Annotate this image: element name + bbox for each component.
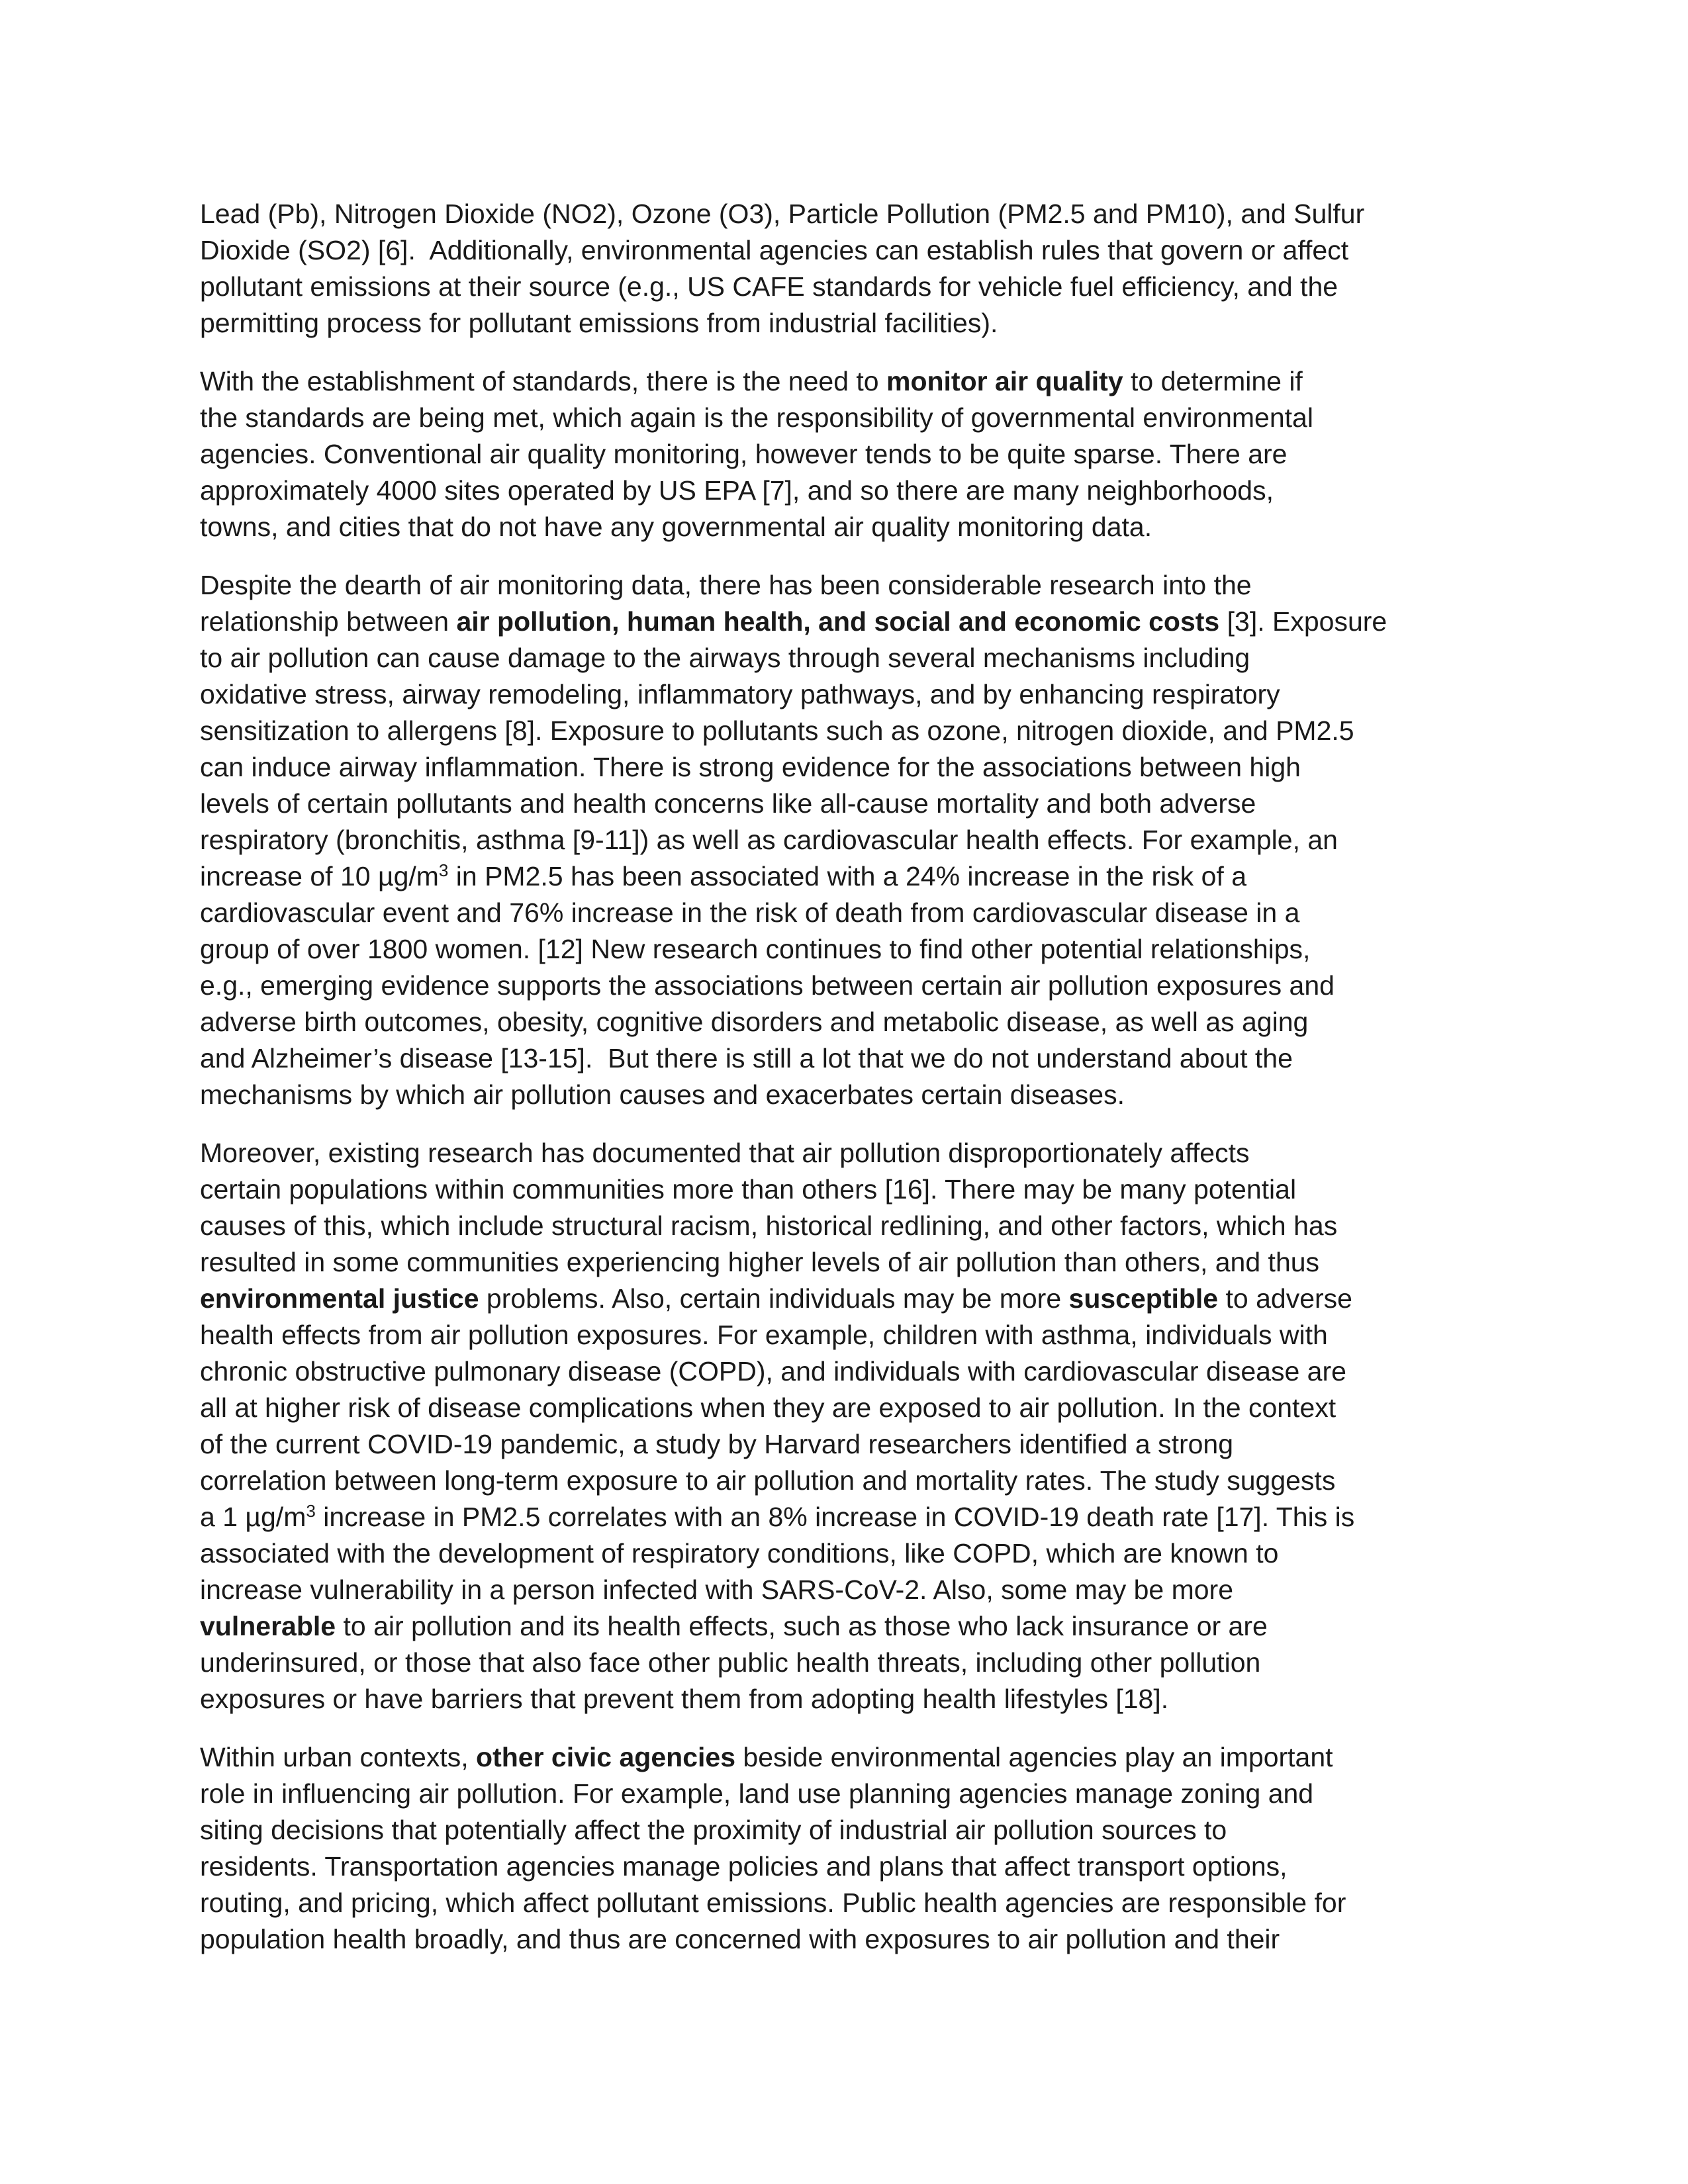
text-line: towns, and cities that do not have any governmental air quality monitoring data. [200,512,1152,542]
paragraph-health-costs [200,567,1491,1113]
text-line: oxidative stress, airway remodeling, inflammatory pathways, and by enhancing respiratory [200,679,1280,709]
bold-term-other-civic-agencies: other civic agencies [476,1742,735,1772]
text-line: With the establishment of standards, there is the need to monitor air quality to determine if [200,366,1303,396]
bold-term-environmental-justice: environmental justice [200,1283,479,1314]
text-line: group of over 1800 women. [12] New research continues to find other potential relationships, [200,934,1311,964]
text-line: role in influencing air pollution. For example, land use planning agencies manage zoning and [200,1778,1314,1809]
text-line: can induce airway inflammation. There is strong evidence for the associations between high [200,752,1301,782]
text-line: a 1 $\mu g/m^3$ increase in PM2.5 correlates with an 8% increase in COVID-19 death rate [17]. This is [200,1501,1355,1532]
text-line: approximately 4000 sites operated by US EPA [7], and so there are many neighborhoods, [200,475,1274,506]
text-line: Despite the dearth of air monitoring data, there has been considerable research into the [200,570,1252,600]
text-line: associated with the development of respiratory conditions, like COPD, which are known to [200,1538,1279,1569]
text-line: agencies. Conventional air quality monitoring, however tends to be quite sparse. There are [200,439,1288,469]
text-line: permitting process for pollutant emissions from industrial facilities). [200,308,998,338]
bold-term-monitor-air-quality: monitor air quality [886,366,1123,396]
bold-term-susceptible: susceptible [1068,1283,1219,1314]
text-line: increase vulnerability in a person infected with SARS-CoV-2. Also, some may be more [200,1574,1234,1605]
document-page [200,196,1491,1979]
text-line: mechanisms by which air pollution causes and exacerbates certain diseases. [200,1079,1125,1110]
text-line: correlation between long-term exposure to air pollution and mortality rates. The study suggests [200,1465,1336,1496]
text-line: respiratory (bronchitis, asthma [9-11]) as well as cardiovascular health effects. For example, an [200,825,1338,855]
text-line: Moreover, existing research has documented that air pollution disproportionately affects [200,1138,1250,1168]
superscript: 3 [438,860,449,880]
text-line: e.g., emerging evidence supports the associations between certain air pollution exposures and [200,970,1335,1001]
paragraph-civic-agencies [200,1739,1491,1958]
text-line: adverse birth outcomes, obesity, cognitive disorders and metabolic disease, as well as aging [200,1007,1309,1037]
text-line: Within urban contexts, other civic agencies beside environmental agencies play an important [200,1742,1333,1772]
text-line: chronic obstructive pulmonary disease (COPD), and individuals with cardiovascular disease are [200,1356,1346,1387]
text-line: health effects from air pollution exposures. For example, children with asthma, individuals with [200,1320,1328,1350]
bold-term-health-costs: air pollution, human health, and social and economic costs [456,606,1220,637]
text-line: all at higher risk of disease complications when they are exposed to air pollution. In the context [200,1392,1336,1423]
text-line: residents. Transportation agencies manage policies and plans that affect transport options, [200,1851,1288,1882]
text-line: siting decisions that potentially affect the proximity of industrial air pollution sources to [200,1815,1227,1845]
text-line: of the current COVID-19 pandemic, a study by Harvard researchers identified a strong [200,1429,1234,1459]
text-line: environmental justice problems. Also, certain individuals may be more susceptible to adverse [200,1283,1352,1314]
text-line: Dioxide (SO2) [6]. Additionally, environmental agencies can establish rules that govern or affect [200,235,1349,265]
text-line: causes of this, which include structural racism, historical redlining, and other factors, which has [200,1210,1338,1241]
paragraph-criteria-pollutants [200,196,1491,341]
paragraph-environmental-justice [200,1135,1491,1717]
text-line: vulnerable to air pollution and its health effects, such as those who lack insurance or are [200,1611,1268,1641]
text-line: routing, and pricing, which affect pollutant emissions. Public health agencies are responsible for [200,1888,1346,1918]
text-line: increase of 10 $\mu g/m^3$ in PM2.5 has been associated with a 24% increase in the risk of a [200,860,1247,891]
text-line: sensitization to allergens [8]. Exposure to pollutants such as ozone, nitrogen dioxide, and PM2.5 [200,715,1354,746]
bold-term-vulnerable: vulnerable [200,1611,336,1641]
text-line: certain populations within communities more than others [16]. There may be many potential [200,1174,1297,1205]
text-line: and Alzheimer’s disease [13-15]. But there is still a lot that we do not understand about the [200,1043,1293,1073]
paragraph-monitor-air-quality [200,363,1491,545]
text-line: Lead (Pb), Nitrogen Dioxide (NO2), Ozone (O3), Particle Pollution (PM2.5 and PM10), and Sulfur [200,199,1365,229]
text-line: the standards are being met, which again is the responsibility of governmental environmental [200,402,1313,433]
text-line: cardiovascular event and 76% increase in the risk of death from cardiovascular disease in a [200,897,1300,928]
text-line: levels of certain pollutants and health concerns like all-cause mortality and both adverse [200,788,1256,819]
text-line: relationship between air pollution, human health, and social and economic costs [3]. Exposure [200,606,1387,637]
text-line: to air pollution can cause damage to the airways through several mechanisms including [200,643,1250,673]
text-line: pollutant emissions at their source (e.g., US CAFE standards for vehicle fuel efficiency, and the [200,271,1338,302]
text-line: exposures or have barriers that prevent them from adopting health lifestyles [18]. [200,1684,1169,1714]
text-line: population health broadly, and thus are concerned with exposures to air pollution and their [200,1924,1280,1954]
text-line: resulted in some communities experiencing higher levels of air pollution than others, and thus [200,1247,1320,1277]
text-line: underinsured, or those that also face other public health threats, including other pollution [200,1647,1261,1678]
superscript: 3 [306,1501,316,1521]
